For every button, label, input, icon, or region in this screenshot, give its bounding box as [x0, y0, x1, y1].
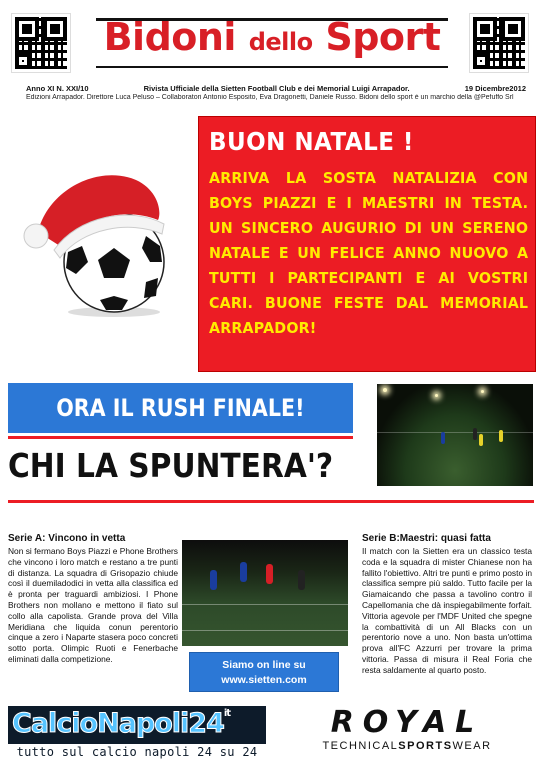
issue-line: [26, 84, 526, 93]
royal-sportswear-ad[interactable]: [280, 706, 534, 760]
online-promo-box[interactable]: [189, 652, 339, 692]
credits-line: Edizioni Arrapador. Direttore Luca Peluso – Collaboratori Antonio Esposito, Eva Dragonetti, Daniele Russo. Bidoni dello sport è un marchio della @Pefuffo Srl: [26, 94, 514, 101]
banner-label: ORA IL RUSH FINALE!: [56, 394, 305, 422]
masthead-title: Bidoni dello Sport: [103, 15, 441, 59]
online-promo-line1: Siamo on line su: [222, 659, 306, 671]
qr-code-left-icon: [12, 14, 70, 72]
christmas-feature-box: [198, 116, 536, 372]
rush-finale-banner: [8, 383, 353, 433]
article-serie-b-body: Il match con la Sietten era un classico testa coda e la squadra di mister Chianese non ha fallito l'obiettivo. Altri tre punti e primo posto in classifica sempre più saldo. Tutto facile per la Giamaicando che passa a tavolino contro il Capellomania che dà inspiegabilmente forfait. Vittoria agevole per l'MDF United che spegne la combattività di un All Blacks con un perentorio nove a uno. Non basta un'ottima prova all'FC Azzurri per trovare la prima vittoria. Passa di misura il Real Foria che resta saldamente al quarto posto.: [362, 546, 532, 675]
masthead-bottom-rule: [96, 66, 448, 68]
royal-logo: ROYAL: [330, 705, 484, 740]
night-match-photo: [377, 384, 533, 486]
red-divider-upper: [8, 436, 353, 439]
issue-date: 19 Dicembre2012: [464, 84, 526, 93]
main-headline: CHI LA SPUNTERA'?: [8, 446, 334, 485]
online-promo-url[interactable]: www.sietten.com: [221, 674, 307, 686]
article-serie-b-title: Serie B:Maestri: quasi fatta: [362, 533, 491, 544]
field-match-photo: [182, 540, 348, 646]
article-serie-a-body: Non si fermano Boys Piazzi e Phone Brothers che vincono i loro match e restano a tre punti di distanza. La squadra di Grisopazio chiude così il duemiladodici in vetta alla classifica ed è pronta per traguardi ambiziosi. I Phone Brothers non mollano e mettono il fiato sul collo alla capolista. Grande prova del Villa Meridiana che liquida conun perentorio cinque a zero i Naparte stasera poco concreti sotto porta. Olimpic Ruoti e Fenerbache eliminati dalla competizione.: [8, 546, 178, 664]
feature-body: ARRIVA LA SOSTA NATALIZIA CON BOYS PIAZZI E I MAESTRI IN TESTA. UN SINCERO AUGURIO DI UN SERENO NATALE E UN FELICE ANNO NUOVO A TUTTI I PARTECIPANTI E AI VOSTRI CARI. BUONE FESTE DAL MEMORIAL ARRAPADOR!: [209, 169, 529, 337]
calcionapoli24-tagline: tutto sul calcio napoli 24 su 24: [8, 744, 266, 760]
article-serie-a: [8, 532, 178, 665]
qr-code-right-icon: [470, 14, 528, 72]
calcionapoli24-ad[interactable]: [8, 706, 266, 760]
red-divider-lower: [8, 500, 534, 503]
article-serie-b: [362, 532, 532, 676]
masthead-subtitle: Rivista Ufficiale della Sietten Football Club e dei Memorial Luigi Arrapador.: [143, 84, 410, 93]
issue-number: Anno XI N. XXI/10: [26, 84, 89, 93]
royal-tagline: TECHNICALSPORTSWEAR: [322, 740, 492, 752]
article-serie-a-title: Serie A: Vincono in vetta: [8, 533, 126, 544]
santa-hat-football-icon: [18, 150, 178, 320]
feature-title: BUON NATALE !: [209, 127, 414, 156]
calcionapoli24-logo: $CalcioNapoli24^{it}$: [12, 708, 231, 739]
